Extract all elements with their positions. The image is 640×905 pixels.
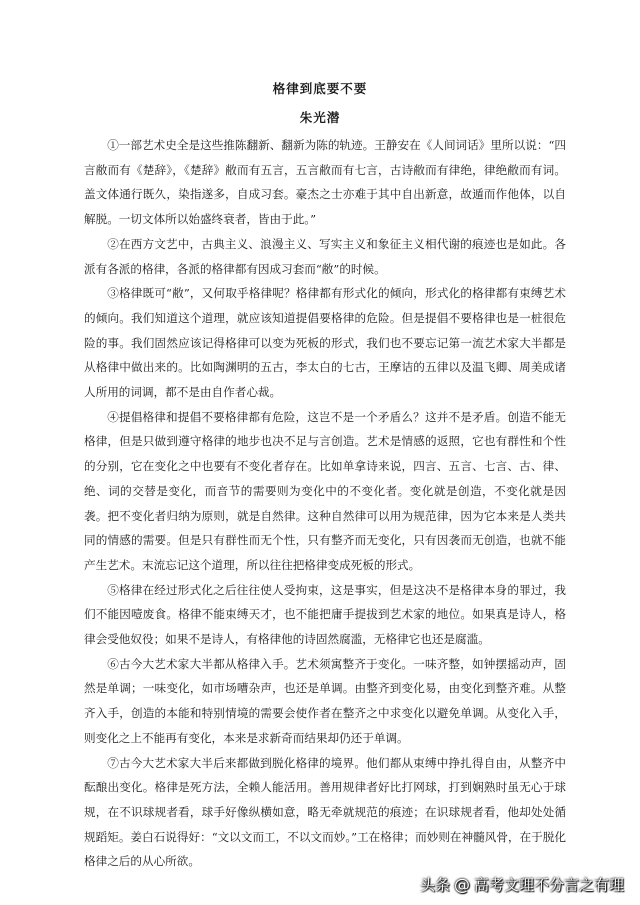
watermark-prefix: 头条: [419, 876, 450, 894]
paragraph-1: ①一部艺术史全是这些推陈翻新、翻新为陈的轨迹。王静安在《人间词话》里所以说：“四言敝而有《楚辞》，《楚辞》敝而有五言，五言敝而有七言，古诗敝而有律绝，律绝敝而有词。盖文体通行既久，染指遂多，自成习套。豪杰之士亦难于其中自出新意，故遁而作他体，以自解脱。一切文体所以始盛终衰者，皆由于此。”: [84, 138, 566, 227]
paragraph-3: ③格律既可“敝”，又何取乎格律呢？格律都有形式化的倾向，形式化的格律都有束缚艺术的倾向。我们知道这个道理，就应该知道提倡要格律的危险。但是提倡不要格律也是一桩很危险的事。我们固然应该记得格律可以变为死板的形式，我们也不要忘记第一流艺术家大半都是从格律中做出来的。比如陶渊明的五古，李太白的七古，王摩诘的五律以及温飞卿、周美成诸人所用的词调，都不是由自作者心裁。: [84, 286, 566, 400]
article-body: [84, 133, 566, 874]
paragraph-6: ⑥古今大艺术家大半都从格律入手。艺术须寓整齐于变化。一味齐整，如钟摆摇动声，固然是单调；一味变化，如市场嘈杂声，也还是单调。由整齐到变化易，由变化到整齐难。从整齐入手，创造的本能和特别情境的需要会使作者在整齐之中求变化以避免单调。从变化入手，则变化之上不能再有变化，本来是求新奇而结果却仍还于单调。: [84, 656, 566, 745]
watermark-handle: 高考文理不分言之有理: [473, 876, 624, 894]
at-icon: @: [453, 875, 470, 894]
paragraph-4: ④提倡格律和提倡不要格律都有危险，这岂不是一个矛盾么？这并不是矛盾。创造不能无格律，但是只做到遵守格律的地步也决不足与言创造。艺术是情感的返照，它也有群性和个性的分别，它在变化之中也要有不变化者存在。比如单拿诗来说，四言、五言、七言、古、律、绝、词的交替是变化，而音节的需要则为变化中的不变化者。变化就是创造，不变化就是因袭。把不变化者归纳为原则，就是自然律。这种自然律可以用为规范律，因为它本来是人类共同的情感的需要。但是只有群性而无个性，只有整齐而无变化，只有因袭而无创造，也就不能产生艺术。末流忘记这个道理，所以往往把格律变成死板的形式。: [84, 409, 566, 572]
paragraph-5: ⑤格律在经过形式化之后往往使人受拘束，这是事实，但是这决不是格律本身的罪过，我们不能因噎废食。格律不能束缚天才，也不能把庸手提拔到艺术家的地位。如果真是诗人，格律会受他奴役；如果不是诗人，有格律他的诗固然腐滥，无格律它也还是腐滥。: [84, 582, 566, 647]
paragraph-2: ②在西方文艺中，古典主义、浪漫主义、写实主义和象征主义相代谢的痕迹也是如此。各派有各派的格律，各派的格律都有因成习套而“敝”的时候。: [84, 236, 566, 276]
author-name: 朱光潜: [299, 110, 341, 125]
paragraph-7: ⑦古今大艺术家大半后来都做到脱化格律的境界。他们都从束缚中挣扎得自由，从整齐中酝酿出变化。格律是死方法，全赖人能活用。善用规律者好比打网球，打到娴熟时虽无心于球规，在不识球规者看，球手好像纵横如意，略无牵就规范的痕迹；在识球规者看，他却处处循规蹈矩。姜白石说得好：“文以文而工，不以文而妙。”工在格律；而妙则在神髓风骨，在于脱化格律之后的从心所欲。: [84, 755, 566, 869]
document-title: 格律到底要不要: [272, 81, 368, 96]
watermark: [420, 874, 624, 895]
